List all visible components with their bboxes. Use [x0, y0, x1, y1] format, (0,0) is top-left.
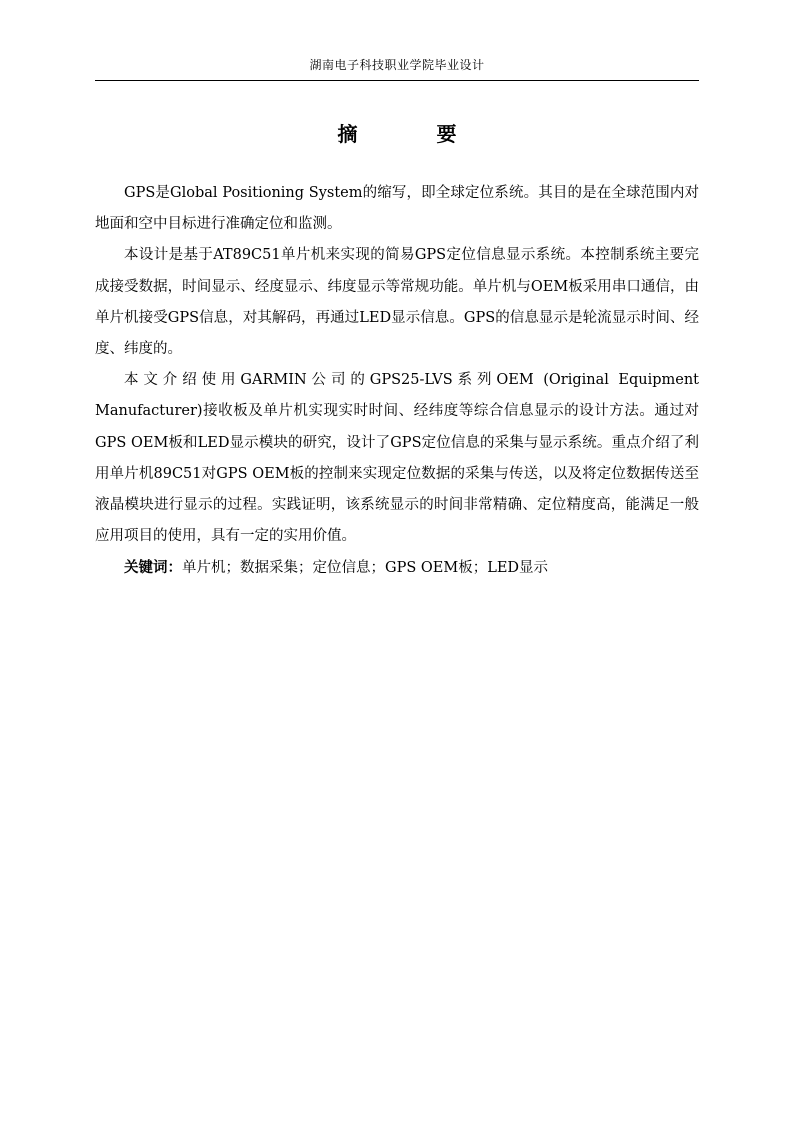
abstract-paragraph-2: 本设计是基于AT89C51单片机来实现的简易GPS定位信息显示系统。本控制系统主要完成接受数据，时间显示、经度显示、纬度显示等常规功能。单片机与OEM板采用串口通信，由单片机接受GPS信息，对其解码，再通过LED显示信息。GPS的信息显示是轮流显示时间、经度、纬度的。	[95, 247, 699, 358]
abstract-body	[95, 178, 699, 585]
running-header: 湖南电子科技职业学院毕业设计	[309, 58, 485, 72]
keywords-line	[95, 552, 699, 584]
abstract-title: 摘 要	[337, 122, 493, 146]
keywords-value: 单片机；数据采集；定位信息；GPS OEM板；LED显示	[182, 560, 549, 577]
abstract-paragraph-3: 本文介绍使用GARMIN公司的GPS25-LVS系列OEM (Original Equipment Manufacturer)接收板及单片机实现实时时间、经纬度等综合信息显示的设计方法。通过对GPS OEM板和LED显示模块的研究，设计了GPS定位信息的采集与显示系统。重点介绍了利用单片机89C51对GPS OEM板的控制来实现定位数据的采集与传送，以及将定位数据传送至液晶模块进行显示的过程。实践证明，该系统显示的时间非常精确、定位精度高，能满足一般应用项目的使用，具有一定的实用价值。	[95, 372, 699, 545]
abstract-paragraph-1: GPS是Global Positioning System的缩写，即全球定位系统。其目的是在全球范围内对地面和空中目标进行准确定位和监测。	[95, 185, 699, 233]
keywords-label: 关键词：	[124, 559, 182, 577]
header-divider	[95, 80, 699, 81]
